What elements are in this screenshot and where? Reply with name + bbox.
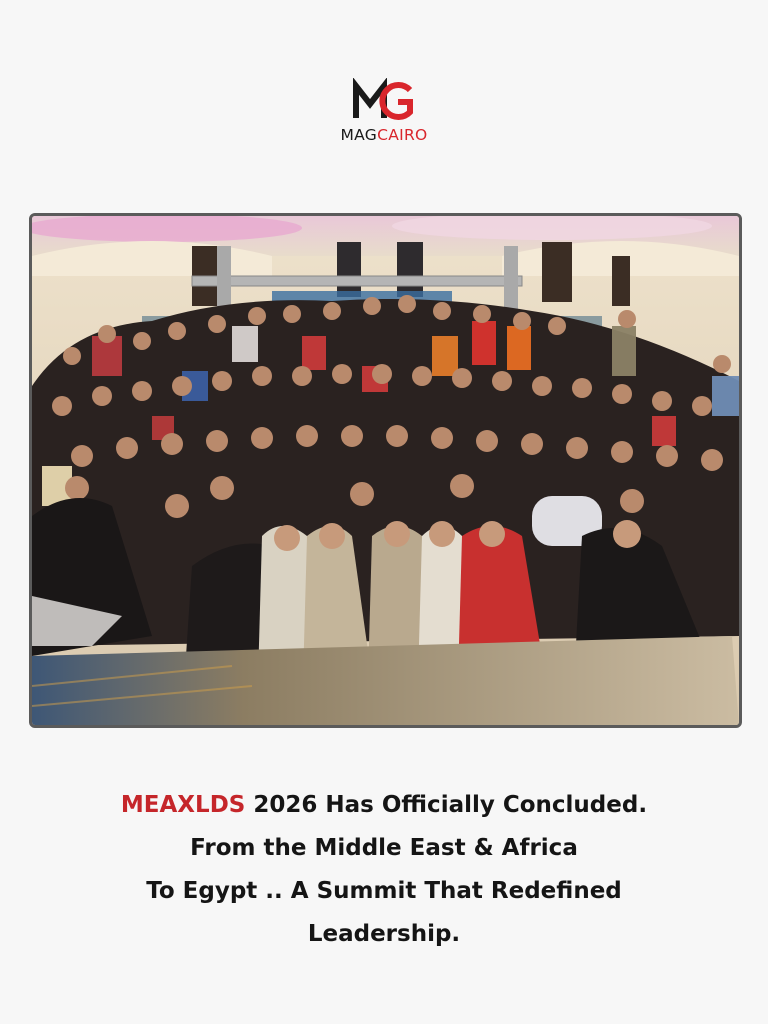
headline-line-3: To Egypt .. A Summit That Redefined bbox=[146, 878, 622, 904]
brand-word-mag: MAG bbox=[340, 126, 378, 144]
mg-logo-mark-icon bbox=[352, 78, 416, 122]
headline-line-2: From the Middle East & Africa bbox=[190, 835, 578, 861]
group-photo-illustration bbox=[32, 216, 739, 725]
headline-line-4: Leadership. bbox=[307, 921, 461, 947]
brand-logo bbox=[0, 78, 768, 144]
group-photo bbox=[29, 213, 742, 728]
headline bbox=[40, 784, 728, 956]
headline-accent: MEAXLDS bbox=[120, 792, 246, 818]
brand-word-cairo: CAIRO bbox=[377, 126, 428, 144]
headline-line-1 bbox=[40, 784, 728, 827]
brand-wordmark bbox=[340, 126, 427, 144]
headline-line-1-rest: 2026 Has Officially Concluded. bbox=[245, 792, 648, 818]
